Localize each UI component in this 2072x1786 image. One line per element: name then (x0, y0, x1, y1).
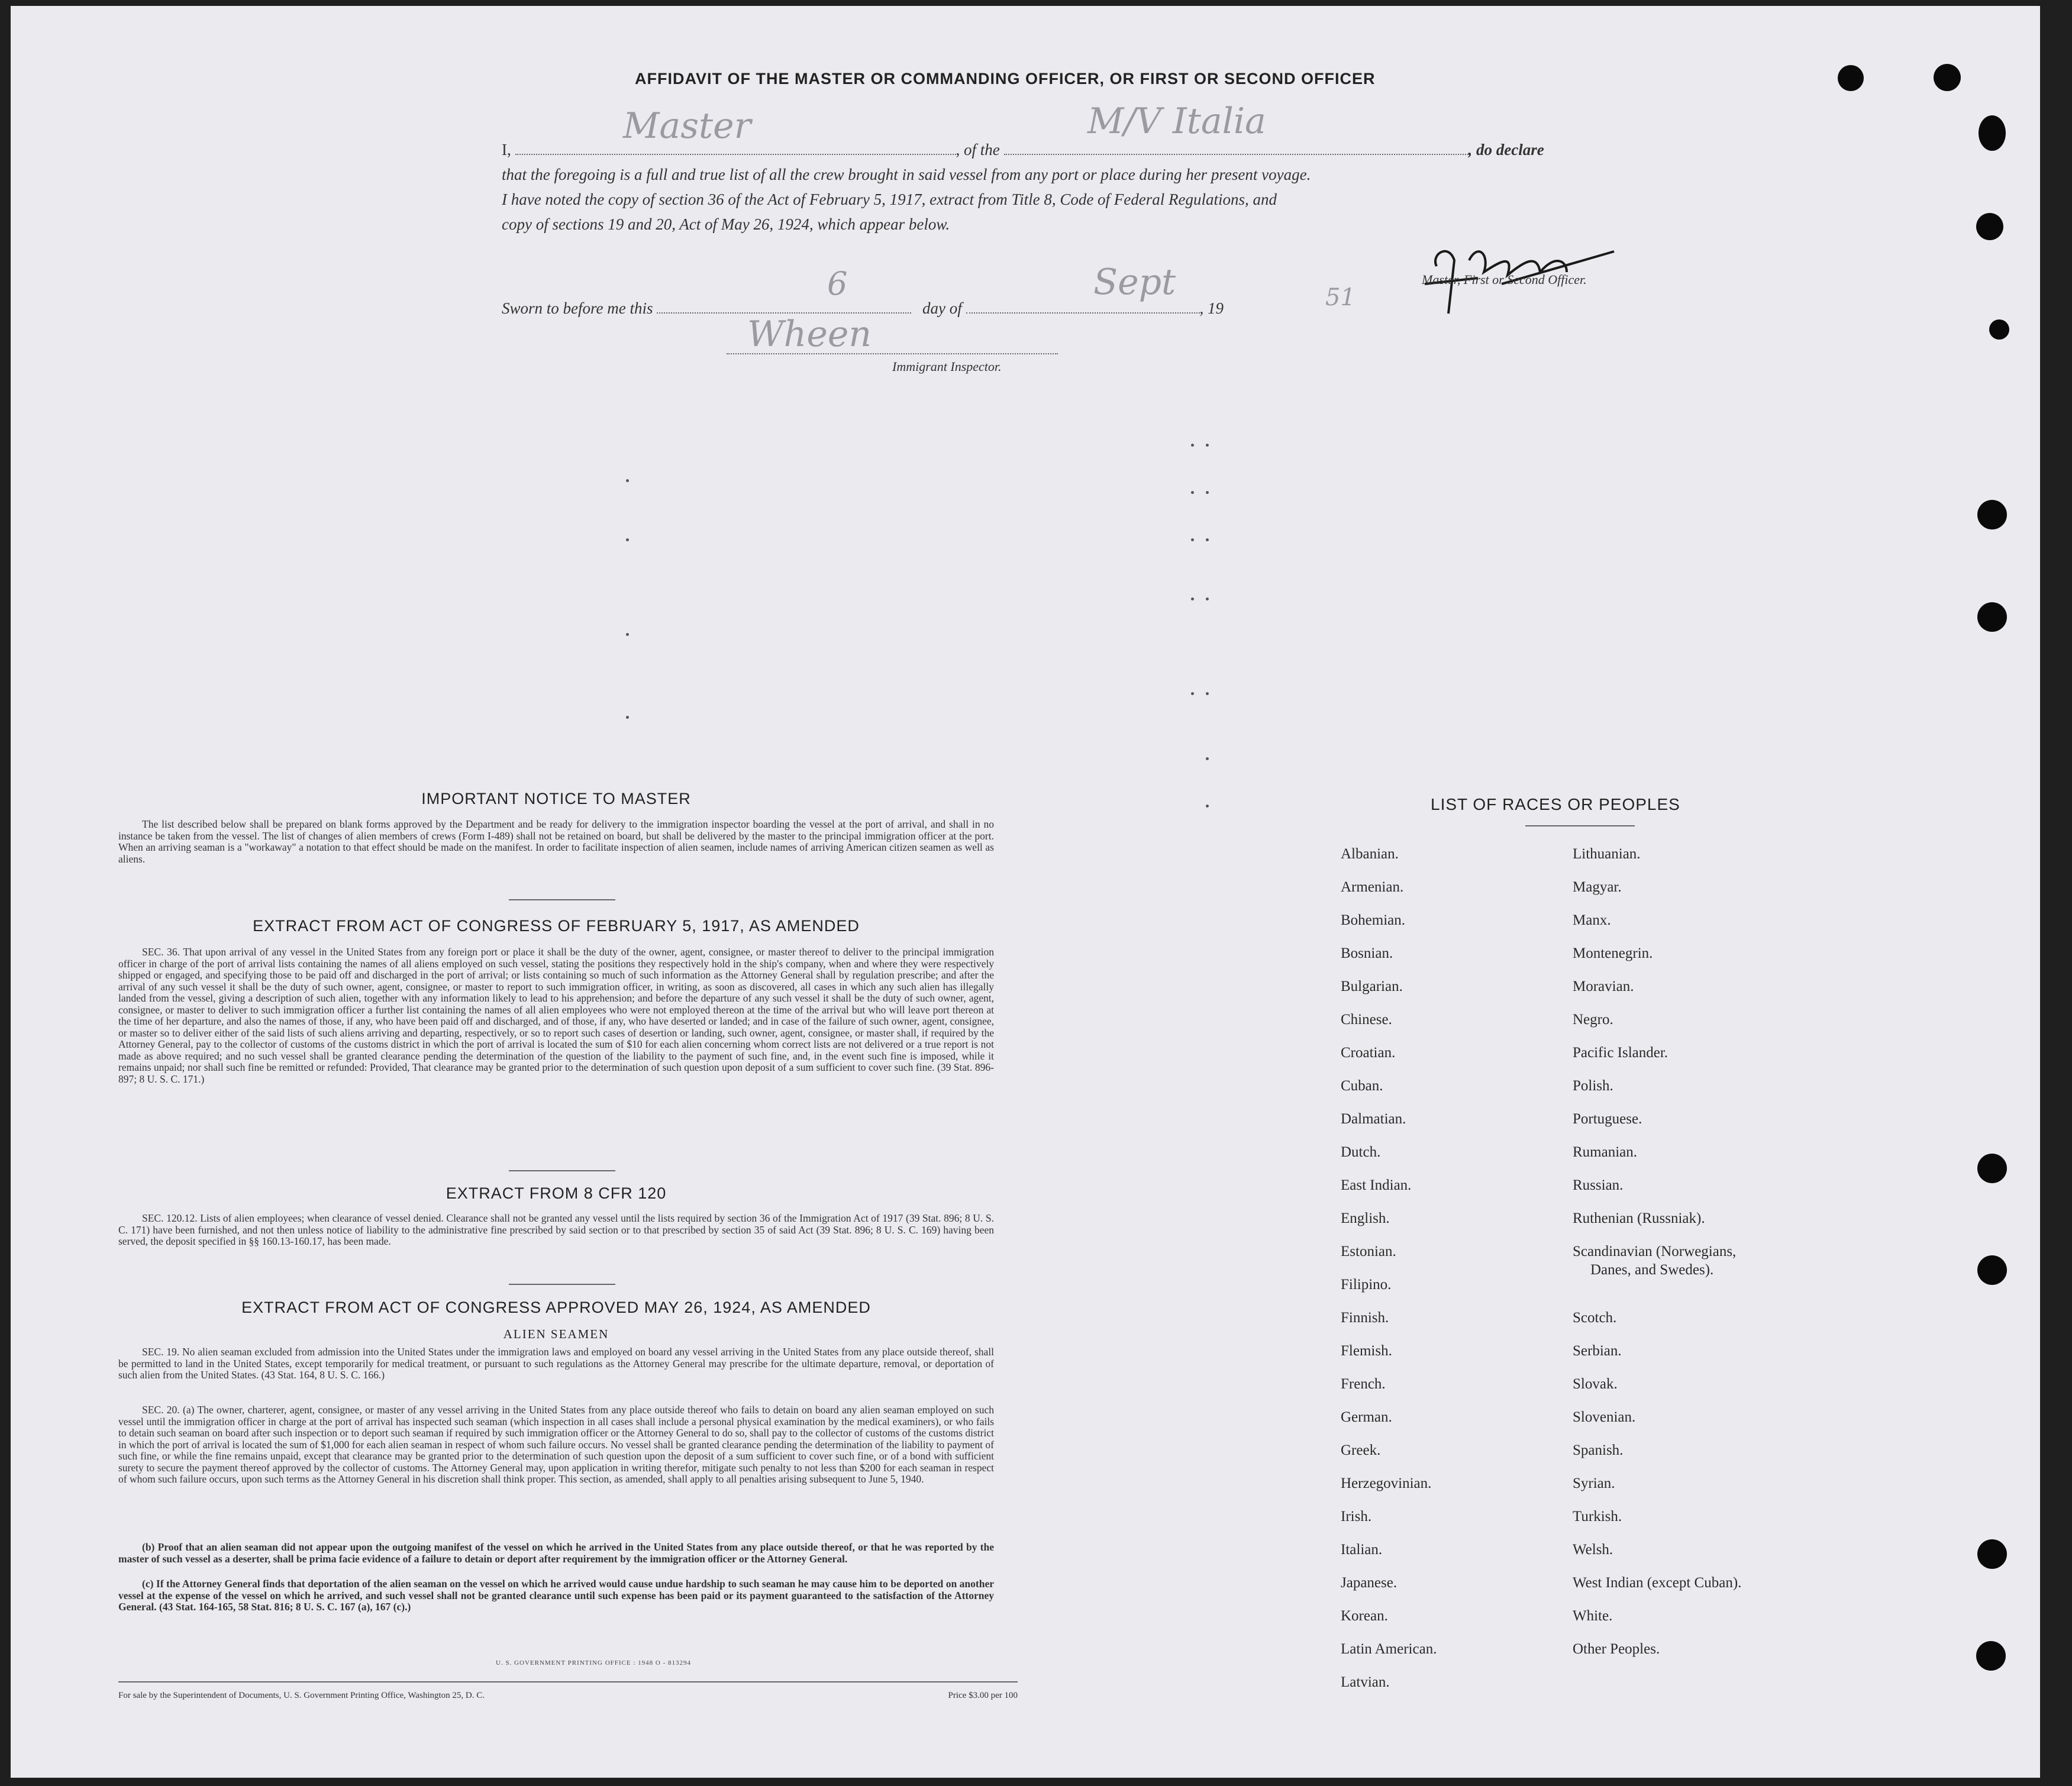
column-dot (626, 633, 629, 636)
extract-cfr-text: SEC. 120.12. Lists of alien employees; when clearance of vessel denied. Clearance shall not be granted any vessel until the lists required by section 36 of the Immigration Act of 1917 (39 Stat. 896; 8 U. S. C. 171) have been furnished, and not then unless notice of liability to the administrative fine prescribed by said section or to that prescribed by section 35 of said Act (39 Stat. 896; 8 U. S. C. 169) having been served, the deposit specified in §§ 160.13-160.17, has been made. (118, 1212, 994, 1247)
race-item: Dalmatian. (1341, 1111, 1406, 1127)
extract-1917-text: SEC. 36. That upon arrival of any vessel in the United States from any foreign port or place it shall be the duty of the owner, agent, consignee, or master thereof to deliver to the principal immigration officer in charge of the port of arrival lists containing the names of all aliens employed on such vessel, stating the positions they respectively hold in the ship's company, when and where they were respectively shipped or engaged, and specifying those to be paid off and discharged in the port of arrival; or lists containing so much of such information as the Attorney General shall by regulation prescribe; and after the arrival of any such vessel it shall be the duty of such owner, agent, consignee, or master to report to such immigration officer, in writing, as soon as discovered, all cases in which any such alien has illegally landed from the vessel, giving a description of such alien, together with any information likely to lead to his apprehension; and before the departure of any such vessel it shall be the duty of such owner, agent, consignee, or master to deliver to such immigration officer a further list containing the names of all alien employees who were not employed thereon at the time of the arrival but who will leave port thereon at the time of her departure, and also the names of those, if any, who have been paid off and discharged, and of those, if any, who have deserted or landed; and in case of the failure of such owner, agent, consignee, or master so to deliver either of the said lists of such aliens arriving and departing, respectively, or so to report such cases of desertion or landing, such owner, agent, consignee, or master shall, if required by the Attorney General, pay to the collector of customs of the customs district in which the port of arrival is located the sum of $10 for each alien concerning whom correct lists are not delivered or a true report is not made as above required; and no such vessel shall be granted clearance pending the determination of the question of the liability to the payment of such fine, and, in the event such fine is imposed, while it remains unpaid; nor shall such fine be remitted or refunded: Provided, That clearance may be granted prior to the determination of such question upon deposit of a sum sufficient to cover such fine. (39 Stat. 896-897; 8 U. S. C. 171.) (118, 946, 994, 1085)
column-dot (626, 716, 629, 719)
extract-1924-sec19: SEC. 19. No alien seaman excluded from admission into the United States under the immigration laws and employed on board any vessel arriving in the United States from any place outside thereof, shall be permitted to land in the United States, except temporarily for medical treatment, or pursuant to such regulations as the Attorney General may prescribe for the ultimate departure, removal, or deportation of such alien from the United States. (43 Stat. 164, 8 U. S. C. 166.) (118, 1346, 994, 1381)
race-item: Croatian. (1341, 1045, 1396, 1061)
column-dot (1206, 692, 1209, 695)
day-of-label: day of (922, 299, 962, 317)
race-item: Flemish. (1341, 1343, 1392, 1359)
notice-text: The list described below shall be prepared on blank forms approved by the Department and be ready for delivery to the immigration inspector boarding the vessel at the port of arrival, and shall in no instance be taken from the vessel. The list of changes of alien members of crews (Form I-489) shall not be retained on board, but shall be delivered by the master to the principal immigration officer at the port. When an arriving seaman is a "workaway" a notation to that effect should be made on the manifest. In order to facilitate inspection of alien seamen, include names of arriving American citizen seamen as well as aliens. (118, 818, 994, 865)
declaration-line-3: I have noted the copy of section 36 of the Act of February 5, 1917, extract from Title 8, Code of Federal Regulations, and (502, 190, 1277, 208)
punch-hole (1977, 1539, 2007, 1569)
race-item: Pacific Islander. (1573, 1045, 1668, 1061)
race-item: Portuguese. (1573, 1111, 1642, 1127)
race-item: Bohemian. (1341, 912, 1406, 928)
race-item: Polish. (1573, 1078, 1613, 1094)
punch-hole (1977, 1255, 2007, 1285)
race-item: Syrian. (1573, 1475, 1615, 1491)
race-item: English. (1341, 1210, 1390, 1226)
form-page (11, 6, 2040, 1778)
race-item: Cuban. (1341, 1078, 1383, 1094)
race-item: French. (1341, 1376, 1386, 1392)
race-item: Dutch. (1341, 1144, 1381, 1160)
race-item: Serbian. (1573, 1343, 1622, 1359)
punch-hole (1838, 65, 1864, 91)
extract-1924-sec20c: (c) If the Attorney General finds that deportation of the alien seaman on the vessel on which he arrived would cause undue hardship to such seaman he may cause him to be deported on another vessel at the expense of the vessel on which he arrived, and such vessel shall not be granted clearance until such expense has been paid or its payment guaranteed to the satisfaction of the Attorney General. (43 Stat. 164-165, 58 Stat. 816; 8 U. S. C. 167 (a), 167 (c).) (118, 1578, 994, 1613)
footer (118, 1691, 1018, 1701)
alien-seamen-subheading: ALIEN SEAMEN (503, 1327, 609, 1341)
divider (509, 1170, 615, 1171)
column-dot (626, 538, 629, 541)
race-item: Filipino. (1341, 1277, 1392, 1293)
race-item: Negro. (1573, 1012, 1613, 1028)
declaration-i: I, (502, 141, 511, 159)
race-item: Moravian. (1573, 978, 1634, 994)
master-caption: Master, First or Second Officer. (1422, 272, 1587, 287)
punch-hole (1979, 115, 2006, 151)
footer-left: For sale by the Superintendent of Documents, U. S. Government Printing Office, Washington 25, D. C. (118, 1691, 485, 1700)
sworn-label: Sworn to before me this (502, 299, 653, 317)
race-item: Bosnian. (1341, 945, 1393, 961)
declaration-line-4: copy of sections 19 and 20, Act of May 26, 1924, which appear below. (502, 215, 950, 233)
divider (509, 899, 615, 900)
race-item: Montenegrin. (1573, 945, 1653, 961)
punch-hole (1989, 319, 2009, 340)
notice-heading: IMPORTANT NOTICE TO MASTER (421, 790, 691, 808)
extract-1924-heading: EXTRACT FROM ACT OF CONGRESS APPROVED MAY 26, 1924, AS AMENDED (241, 1299, 871, 1316)
divider (509, 1284, 615, 1285)
inspector-line (727, 353, 1058, 354)
race-item: Finnish. (1341, 1310, 1389, 1326)
race-item: Japanese. (1341, 1575, 1398, 1591)
race-item: White. (1573, 1608, 1613, 1624)
gpo-imprint: U. S. GOVERNMENT PRINTING OFFICE : 1948 O - 813294 (496, 1659, 692, 1666)
race-item: Slovenian. (1573, 1409, 1636, 1425)
race-item: Slovak. (1573, 1376, 1618, 1392)
race-item: Herzegovinian. (1341, 1475, 1432, 1491)
handwritten-month: Sept (1093, 261, 1176, 303)
race-item: Estonian. (1341, 1244, 1396, 1259)
race-item: East Indian. (1341, 1177, 1412, 1193)
race-item: Scandinavian (Norwegians, (1573, 1244, 1737, 1259)
declaration-line-2: that the foregoing is a full and true list of all the crew brought in said vessel from any port or place during her present voyage. (502, 166, 1311, 183)
extract-1924-sec20a: SEC. 20. (a) The owner, charterer, agent, consignee, or master of any vessel arriving in the United States from any place outside thereof who fails to detain on board any alien seaman employed on such vessel until the immigration officer in charge at the port of arrival has inspected such seaman (which inspection in all cases shall include a personal physical examination by the medical examiners), or who fails to detain such seaman on board after such inspection or to deport such seaman if required by such immigration officer or the Attorney General to do so, shall pay to the collector of customs of the customs district in which the port of arrival is located the sum of $1,000 for each alien seaman in respect of whom such failure occurs. No vessel shall be granted clearance pending the determination of the liability to payment of such fine, or while the fine remains unpaid, except that clearance may be granted prior to the determination of such question upon the deposit of a sum sufficient to cover such fine, or of a bond with sufficient surety to secure the payment thereof approved by the collector of customs. The Attorney General may, upon application in writing therefor, mitigate such penalty to not less than $200 for each seaman in respect of whom such failure occurs, upon such terms as the Attorney General in his discretion shall think proper. This section, as amended, shall apply to all penalties arising subsequent to June 5, 1940. (118, 1404, 994, 1485)
punch-hole (1977, 500, 2007, 529)
column-dot (1206, 757, 1209, 760)
race-item: Italian. (1341, 1542, 1383, 1558)
column-dot (1206, 538, 1209, 541)
race-item: Chinese. (1341, 1012, 1392, 1028)
footer-right: Price $3.00 per 100 (948, 1691, 1018, 1700)
declaration-do-declare: , do declare (1468, 141, 1544, 159)
race-item: Ruthenian (Russniak). (1573, 1210, 1705, 1226)
race-item: Latvian. (1341, 1674, 1390, 1690)
column-dot (1206, 598, 1209, 600)
punch-hole (1976, 1641, 2006, 1671)
race-item: Welsh. (1573, 1542, 1613, 1558)
race-item: Latin American. (1341, 1641, 1437, 1657)
column-dot (1206, 491, 1209, 494)
vessel-name-blank[interactable] (1004, 154, 1469, 155)
punch-hole (1977, 602, 2007, 632)
master-name-blank[interactable] (515, 154, 956, 155)
inspector-caption: Immigrant Inspector. (892, 359, 1002, 374)
extract-1917-heading: EXTRACT FROM ACT OF CONGRESS OF FEBRUARY 5, 1917, AS AMENDED (253, 917, 860, 935)
race-item: Magyar. (1573, 879, 1622, 895)
race-item: Armenian. (1341, 879, 1404, 895)
handwritten-vessel: M/V Italia (1087, 101, 1266, 142)
punch-hole (1977, 1154, 2007, 1183)
year-prefix: , 19 (1199, 299, 1224, 317)
divider (1525, 825, 1635, 826)
declaration-of-the: , of the (956, 141, 1000, 159)
extract-cfr-heading: EXTRACT FROM 8 CFR 120 (446, 1184, 667, 1202)
race-item: Danes, and Swedes). (1590, 1261, 1714, 1278)
race-item: West Indian (except Cuban). (1573, 1575, 1742, 1591)
races-heading: LIST OF RACES OR PEOPLES (1431, 795, 1680, 813)
column-dot (1191, 538, 1194, 541)
race-item: Russian. (1573, 1177, 1624, 1193)
handwritten-year: 51 (1325, 284, 1355, 311)
race-item: Spanish. (1573, 1442, 1624, 1458)
month-blank[interactable] (966, 312, 1200, 314)
column-dot (1206, 444, 1209, 447)
column-dot (1206, 805, 1209, 808)
race-item: Lithuanian. (1573, 846, 1641, 862)
column-dot (1191, 444, 1194, 447)
race-item: Bulgarian. (1341, 978, 1403, 994)
column-dot (1191, 692, 1194, 695)
page-title: AFFIDAVIT OF THE MASTER OR COMMANDING OFFICER, OR FIRST OR SECOND OFFICER (635, 70, 1376, 88)
column-dot (1191, 491, 1194, 494)
race-item: Turkish. (1573, 1509, 1622, 1525)
sworn-line (502, 296, 1614, 321)
race-item: Albanian. (1341, 846, 1399, 862)
column-dot (626, 479, 629, 482)
race-item: Other Peoples. (1573, 1641, 1660, 1657)
race-item: Manx. (1573, 912, 1611, 928)
punch-hole (1976, 213, 2003, 240)
footer-rule (118, 1681, 1018, 1682)
race-item: Scotch. (1573, 1310, 1617, 1326)
race-item: Irish. (1341, 1509, 1372, 1525)
race-item: German. (1341, 1409, 1392, 1425)
race-item: Korean. (1341, 1608, 1388, 1624)
column-dot (1191, 598, 1194, 600)
handwritten-inspector: Wheen (747, 314, 872, 355)
race-item: Rumanian. (1573, 1144, 1638, 1160)
handwritten-master: Master (623, 105, 751, 147)
punch-hole (1934, 64, 1961, 91)
extract-1924-sec20b: (b) Proof that an alien seaman did not appear upon the outgoing manifest of the vessel on which he arrived in the United States from any place outside thereof, or that he was reported by the master of such vessel as a deserter, shall be prima facie evidence of a failure to detain or deport after requirement by the immigration officer or the Attorney General. (118, 1541, 994, 1565)
handwritten-day: 6 (827, 265, 848, 302)
race-item: Greek. (1341, 1442, 1381, 1458)
